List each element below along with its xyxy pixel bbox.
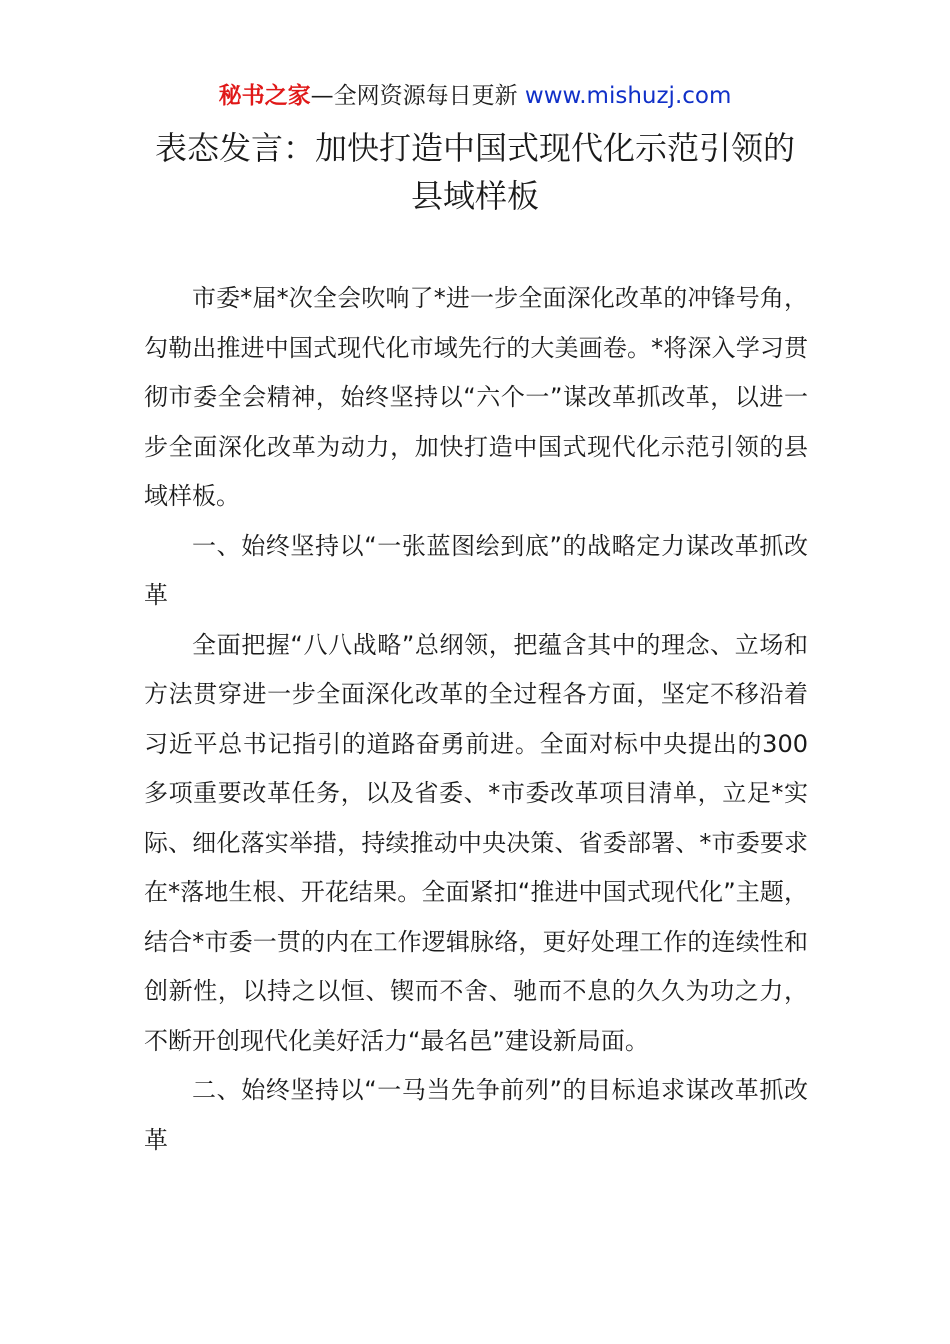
document-body bbox=[144, 274, 808, 1165]
site-tagline: —全网资源每日更新 bbox=[310, 83, 525, 109]
site-url-link[interactable]: www.mishuzj.com bbox=[524, 83, 732, 109]
site-banner bbox=[0, 80, 950, 112]
paragraph-intro: 市委*届*次全会吹响了*进一步全面深化改革的冲锋号角，勾勒出推进中国式现代化市域先行的大美画卷。*将深入学习贯彻市委全会精神，始终坚持以“六个一”谋改革抓改革，以进一步全面深化改革为动力，加快打造中国式现代化示范引领的县域样板。 bbox=[144, 284, 808, 510]
paragraph-section-1: 全面把握“八八战略”总纲领，把蕴含其中的理念、立场和方法贯穿进一步全面深化改革的全过程各方面，坚定不移沿着习近平总书记指引的道路奋勇前进。全面对标中央提出的300多项重要改革任务，以及省委、*市委改革项目清单，立足*实际、细化落实举措，持续推动中央决策、省委部署、*市委要求在*落地生根、开花结果。全面紧扣“推进中国式现代化”主题，结合*市委一贯的内在工作逻辑脉络，更好处理工作的连续性和创新性，以持之以恒、锲而不舍、驰而不息的久久为功之力，不断开创现代化美好活力“最名邑”建设新局面。 bbox=[144, 630, 808, 1055]
section-heading-1: 一、始终坚持以“一张蓝图绘到底”的战略定力谋改革抓改革 bbox=[144, 531, 808, 609]
document-title: 表态发言：加快打造中国式现代化示范引领的县域样板 bbox=[154, 129, 795, 215]
section-heading-2: 二、始终坚持以“一马当先争前列”的目标追求谋改革抓改革 bbox=[144, 1076, 808, 1154]
site-brand: 秘书之家 bbox=[218, 83, 311, 109]
